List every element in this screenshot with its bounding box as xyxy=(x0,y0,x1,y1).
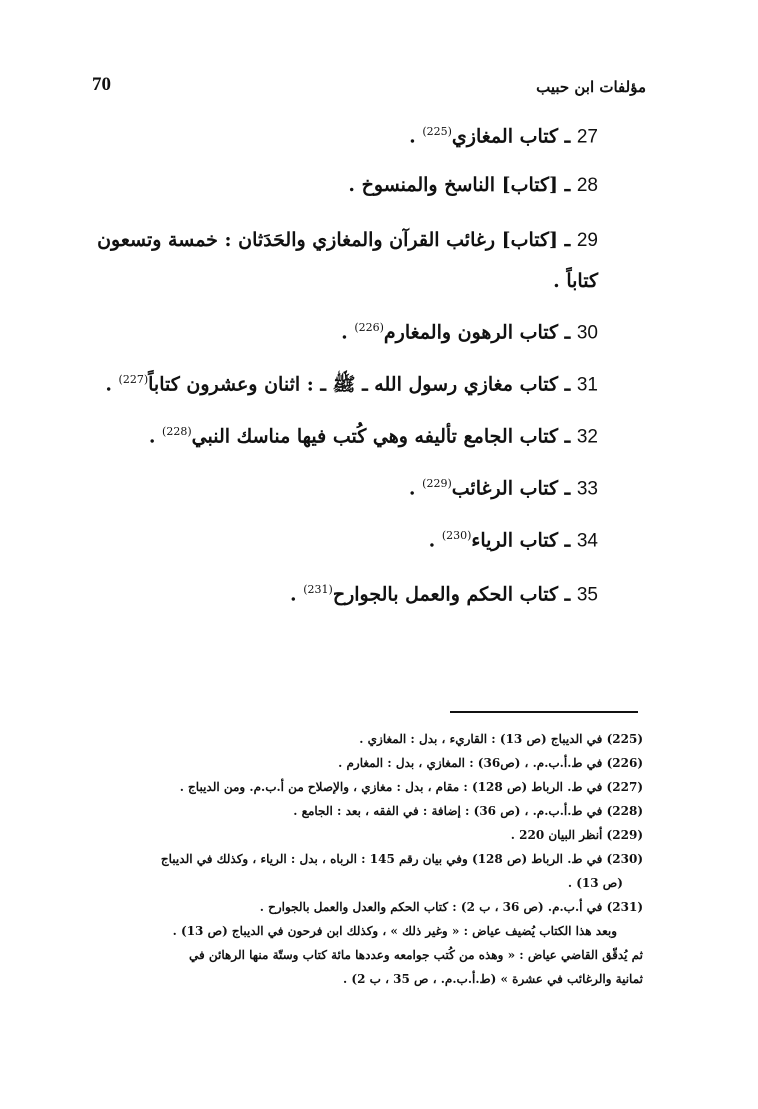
footnote-ref: (228) xyxy=(162,425,192,438)
entry-text: ـ كتاب الرغائب xyxy=(451,477,571,500)
footnote-226: (226) في ط.أ.ب.م. ، (ص36) : المغازي ، بدل : المغارم . xyxy=(338,756,643,770)
entry-text: ـ كتاب المغازي xyxy=(451,125,571,148)
entry-number: 32 xyxy=(576,426,598,448)
entry-35 xyxy=(78,570,598,615)
entry-text: ـ كتاب الرياء xyxy=(471,529,571,552)
footnote-ref: (227) xyxy=(118,373,149,386)
entry-30 xyxy=(78,308,598,353)
page-number: 70 xyxy=(92,74,111,95)
footnote-divider xyxy=(450,711,638,713)
entry-text: ـ كتاب الرهون والمغارم xyxy=(383,321,571,344)
entry-text: ـ [كتاب] رغائب القرآن والمغازي والحَدَثان : خمسة وتسعون كتاباً . xyxy=(97,229,598,292)
entry-tail: . xyxy=(409,125,423,148)
entry-number: 33 xyxy=(576,478,598,500)
running-title: مؤلفات ابن حبيب xyxy=(536,78,646,96)
footnote-231-line-3: ثم يُدقّق القاضي عياض : « وهذه من كُتب جوامعه وعددها مائة كتاب وستّة منها الرهائن في xyxy=(188,948,643,962)
entry-number: 31 xyxy=(576,374,598,396)
footnote-231-line-2: وبعد هذا الكتاب يُضيف عياض : « وغير ذلك » ، وكذلك ابن فرحون في الديباج (ص 13) . xyxy=(172,924,617,938)
entry-number: 30 xyxy=(576,322,598,344)
entry-number: 29 xyxy=(576,230,598,251)
footnote-ref: (226) xyxy=(354,321,384,334)
footnote-ref: (231) xyxy=(303,583,333,596)
entry-text: ـ كتاب مغازي رسول الله ـ ﷺ ـ : اثنان وعشرون كتاباً xyxy=(148,373,571,396)
entry-text: ـ كتاب الحكم والعمل بالجوارح xyxy=(332,583,571,606)
footnotes xyxy=(88,727,643,991)
footnote-ref: (230) xyxy=(441,529,472,542)
entry-27 xyxy=(78,112,598,157)
footnote-ref: (225) xyxy=(422,125,452,138)
entry-tail: . xyxy=(408,477,423,500)
entry-29 xyxy=(68,220,598,301)
footnote-230 xyxy=(88,847,643,895)
entry-text: ـ [كتاب] الناسخ والمنسوخ . xyxy=(348,174,571,196)
entry-32 xyxy=(78,412,598,457)
entry-tail: . xyxy=(428,529,442,552)
entry-number: 34 xyxy=(576,530,598,552)
entry-number: 35 xyxy=(576,584,598,606)
footnote-227: (227) في ط. الرباط (ص 128) : مقام ، بدل : مغازي ، والإصلاح من أ.ب.م. ومن الديباج . xyxy=(179,780,643,794)
entry-number: 27 xyxy=(576,126,598,148)
footnote-230-line-2: (ص 13) . xyxy=(567,876,623,890)
entry-34 xyxy=(78,516,598,561)
footnote-230-line-1: (230) في ط. الرباط (ص 128) وفي بيان رقم 145 : الرباه ، بدل : الرياء ، وكذلك في الديباج xyxy=(160,852,643,866)
entry-tail: . xyxy=(148,425,163,448)
footnote-225: (225) في الديباج (ص 13) : القاريء ، بدل : المغازي . xyxy=(359,732,643,746)
footnote-231 xyxy=(88,895,643,991)
footnote-231-line-4: ثمانية والرغائب في عشرة » (ط.أ.ب.م. ، ص 35 ، ب 2) . xyxy=(343,972,643,986)
footnote-228: (228) في ط.أ.ب.م. ، (ص 36) : إضافة : في الفقه ، بعد : الجامع . xyxy=(293,804,643,818)
entry-tail: . xyxy=(341,321,355,344)
entry-tail: . xyxy=(105,373,119,396)
footnote-229: (229) أنظر البيان 220 . xyxy=(510,828,643,842)
entry-28 xyxy=(78,165,598,206)
entry-number: 28 xyxy=(576,175,598,196)
entry-tail: . xyxy=(290,583,304,606)
footnote-ref: (229) xyxy=(422,477,452,490)
footnote-231-line-1: (231) في أ.ب.م. (ص 36 ، ب 2) : كتاب الحكم والعدل والعمل بالجوارح . xyxy=(259,900,643,914)
entry-31 xyxy=(78,360,598,405)
entry-text: ـ كتاب الجامع تأليفه وهي كُتب فيها مناسك النبي xyxy=(191,425,571,448)
entry-33 xyxy=(78,464,598,509)
